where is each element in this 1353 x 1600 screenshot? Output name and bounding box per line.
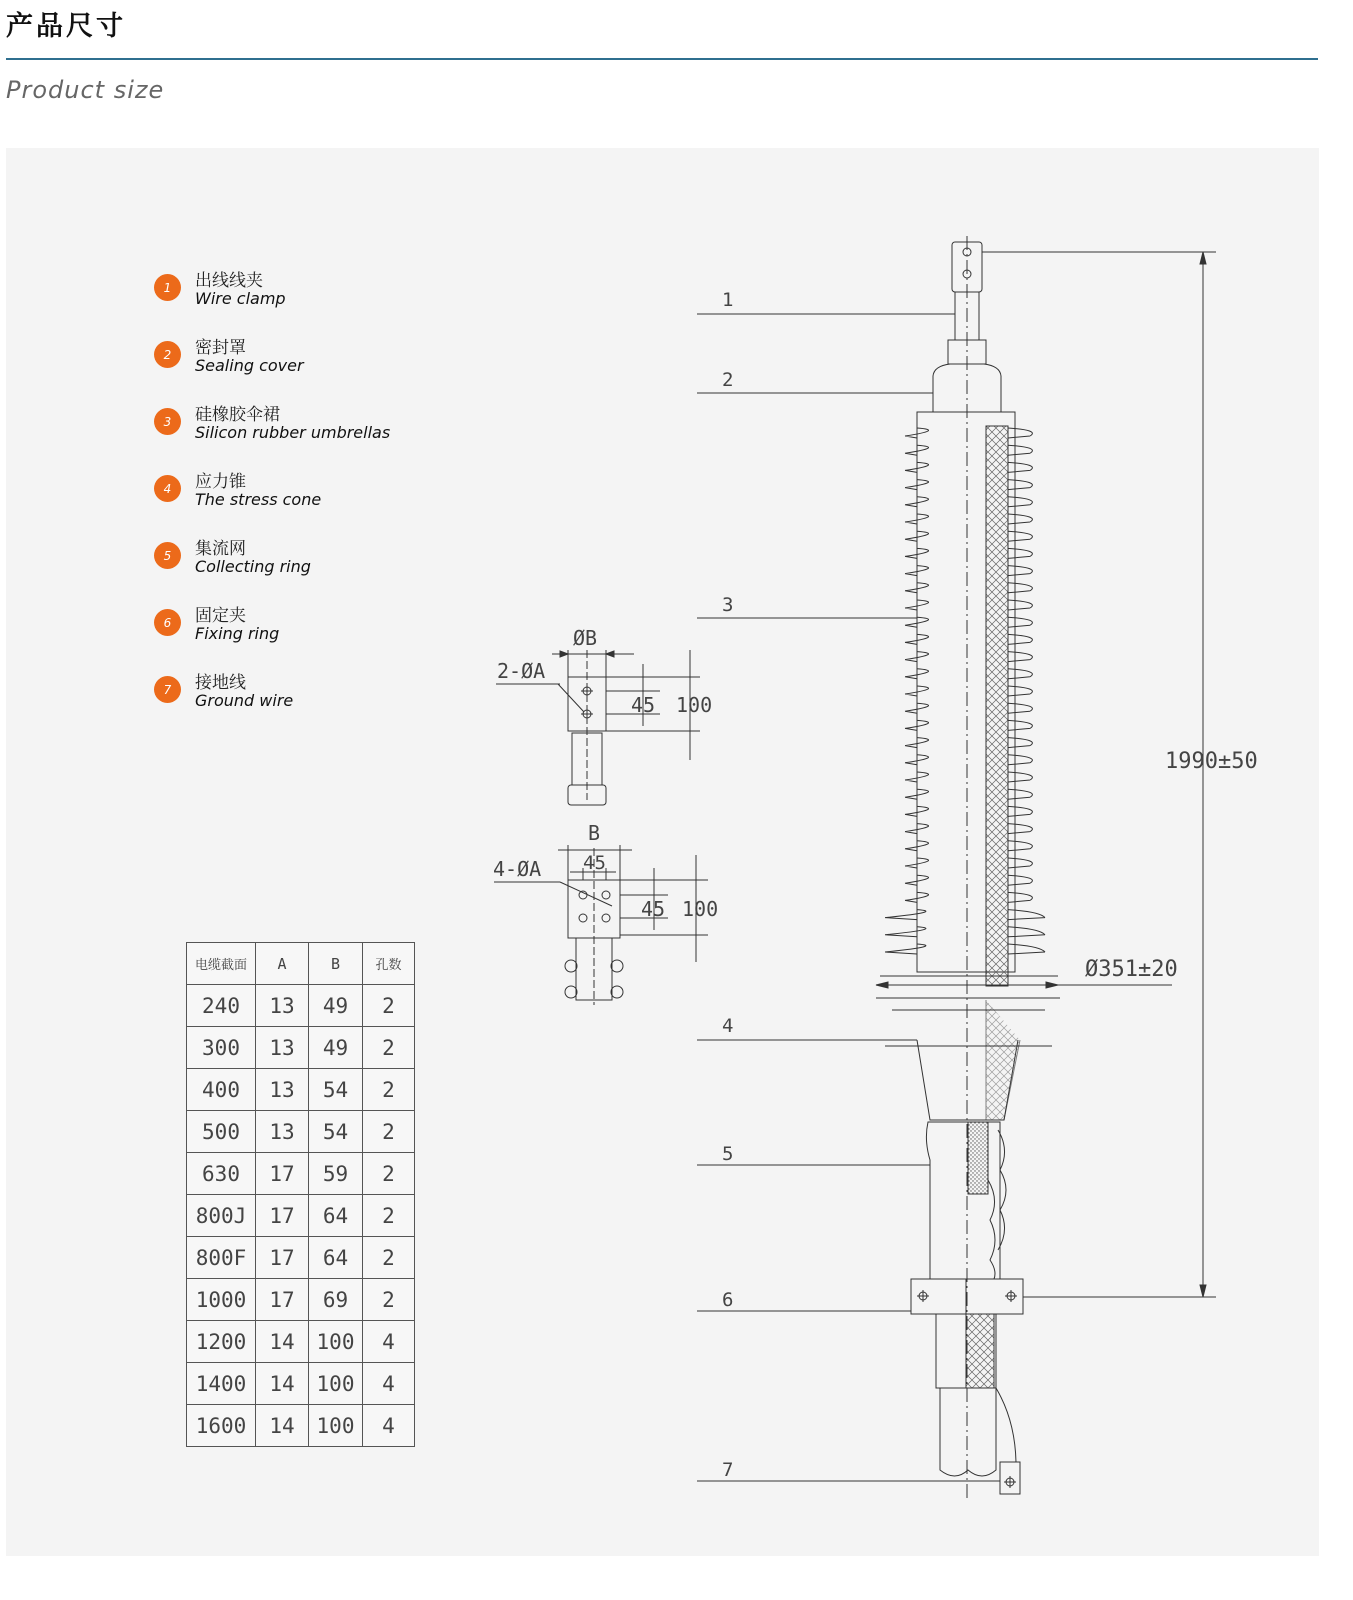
- table-cell: 2: [363, 1111, 415, 1153]
- umbrella-shed: [905, 583, 1032, 593]
- diameter-dimension: [876, 982, 1172, 988]
- table-cell: 13: [256, 1069, 309, 1111]
- table-cell: 59: [309, 1153, 363, 1195]
- umbrella-shed: [905, 462, 1032, 472]
- table-cell: 64: [309, 1237, 363, 1279]
- umbrella-shed: [905, 892, 1032, 902]
- table-cell: 54: [309, 1069, 363, 1111]
- table-cell: 17: [256, 1153, 309, 1195]
- clamp4-hole-label: 4-ØA: [493, 857, 542, 881]
- callout-2: 2: [722, 369, 734, 391]
- table-cell: 13: [256, 985, 309, 1027]
- table-cell: 14: [256, 1363, 309, 1405]
- table-cell: 1200: [187, 1321, 256, 1363]
- table-cell: 54: [309, 1111, 363, 1153]
- table-cell: 1000: [187, 1279, 256, 1321]
- table-header-cell: 孔数: [363, 943, 415, 985]
- umbrella-shed: [905, 548, 1032, 558]
- height-dimension-label: 1990±50: [1165, 749, 1258, 774]
- umbrella-shed: [905, 634, 1032, 644]
- clamp4-dim-top: 45: [583, 852, 606, 874]
- callout-6: 6: [722, 1289, 734, 1311]
- clamp2-hole-label: 2-ØA: [497, 659, 546, 683]
- table-header-cell: A: [256, 943, 309, 985]
- umbrella-shed: [905, 669, 1032, 679]
- table-cell: 2: [363, 1279, 415, 1321]
- umbrella-shed: [905, 789, 1032, 799]
- umbrella-shed: [905, 686, 1032, 696]
- table-cell: 100: [309, 1321, 363, 1363]
- table-cell: 13: [256, 1027, 309, 1069]
- callout-1: 1: [722, 289, 734, 311]
- umbrella-shed: [905, 824, 1032, 834]
- termination-body: [876, 236, 1060, 1500]
- table-cell: 17: [256, 1195, 309, 1237]
- umbrella-shed: [905, 720, 1032, 730]
- legend-label-en: Wire clamp: [195, 289, 286, 308]
- table-cell: 17: [256, 1279, 309, 1321]
- silicone-umbrella-sheds: [885, 428, 1045, 954]
- table-cell: 500: [187, 1111, 256, 1153]
- umbrella-shed: [885, 927, 1045, 937]
- clamp2-dim-large: 100: [676, 693, 713, 717]
- umbrella-shed: [905, 755, 1032, 765]
- table-cell: 2: [363, 1027, 415, 1069]
- table-cell: 100: [309, 1363, 363, 1405]
- table-header-cell: B: [309, 943, 363, 985]
- table-cell: 4: [363, 1405, 415, 1447]
- table-cell: 630: [187, 1153, 256, 1195]
- table-cell: 69: [309, 1279, 363, 1321]
- table-cell: 14: [256, 1405, 309, 1447]
- table-cell: 800J: [187, 1195, 256, 1237]
- legend-number-badge: 6: [154, 609, 181, 636]
- legend-label-cn: 出线线夹: [195, 271, 263, 291]
- table-cell: 4: [363, 1363, 415, 1405]
- clamp2-dim-small: 45: [631, 693, 656, 717]
- height-dimension: [982, 252, 1216, 1297]
- umbrella-shed: [905, 772, 1032, 782]
- umbrella-shed: [905, 617, 1032, 627]
- callout-7: 7: [722, 1459, 734, 1481]
- clamp4-dim-large: 100: [682, 897, 719, 921]
- clamp4-width-label: B: [588, 821, 601, 845]
- legend-label-en: Fixing ring: [195, 624, 280, 643]
- umbrella-shed: [905, 858, 1032, 868]
- umbrella-shed: [885, 910, 1045, 920]
- callout-5: 5: [722, 1143, 734, 1165]
- legend-number-badge: 4: [154, 475, 181, 502]
- table-cell: 2: [363, 985, 415, 1027]
- umbrella-shed: [905, 566, 1032, 576]
- table-cell: 1600: [187, 1405, 256, 1447]
- legend-label-cn: 集流网: [195, 539, 246, 559]
- umbrella-shed: [905, 600, 1032, 610]
- legend-number-badge: 5: [154, 542, 181, 569]
- umbrella-shed: [905, 875, 1032, 885]
- legend-label-en: Silicon rubber umbrellas: [195, 423, 391, 442]
- legend-label-cn: 固定夹: [195, 606, 246, 626]
- diameter-dimension-label: Ø351±20: [1085, 957, 1178, 982]
- legend-label-cn: 密封罩: [195, 338, 246, 358]
- table-cell: 13: [256, 1111, 309, 1153]
- table-cell: 64: [309, 1195, 363, 1237]
- table-cell: 2: [363, 1195, 415, 1237]
- legend-label-cn: 应力锥: [195, 472, 246, 492]
- table-cell: 1400: [187, 1363, 256, 1405]
- table-cell: 100: [309, 1405, 363, 1447]
- table-cell: 240: [187, 985, 256, 1027]
- table-cell: 49: [309, 1027, 363, 1069]
- umbrella-shed: [905, 428, 1032, 438]
- legend-number-badge: 3: [154, 408, 181, 435]
- umbrella-shed: [905, 497, 1032, 507]
- legend-number-badge: 2: [154, 341, 181, 368]
- umbrella-shed: [905, 841, 1032, 851]
- umbrella-shed: [905, 652, 1032, 662]
- clamp2-width-label: ØB: [573, 626, 598, 650]
- clamp4-dim-small: 45: [641, 897, 666, 921]
- table-cell: 400: [187, 1069, 256, 1111]
- page-title-en: Product size: [6, 76, 165, 104]
- table-cell: 49: [309, 985, 363, 1027]
- umbrella-shed: [905, 531, 1032, 541]
- umbrella-shed: [905, 703, 1032, 713]
- umbrella-shed: [905, 738, 1032, 748]
- table-cell: 4: [363, 1321, 415, 1363]
- legend-label-cn: 接地线: [195, 673, 246, 693]
- legend-label-en: The stress cone: [195, 490, 322, 509]
- umbrella-shed: [905, 806, 1032, 816]
- umbrella-shed: [905, 514, 1032, 524]
- table-cell: 17: [256, 1237, 309, 1279]
- legend-label-en: Ground wire: [195, 691, 294, 710]
- table-header-cell: 电缆截面: [187, 943, 256, 985]
- table-cell: 2: [363, 1153, 415, 1195]
- callout-4: 4: [722, 1015, 734, 1037]
- umbrella-shed: [905, 445, 1032, 455]
- legend-label-cn: 硅橡胶伞裙: [195, 405, 280, 425]
- table-cell: 2: [363, 1237, 415, 1279]
- umbrella-shed: [905, 480, 1032, 490]
- umbrella-shed: [885, 944, 1045, 954]
- legend-label-en: Collecting ring: [195, 557, 311, 576]
- legend-label-en: Sealing cover: [195, 356, 304, 375]
- table-cell: 800F: [187, 1237, 256, 1279]
- legend-number-badge: 7: [154, 676, 181, 703]
- table-cell: 2: [363, 1069, 415, 1111]
- legend-number-badge: 1: [154, 274, 181, 301]
- table-cell: 14: [256, 1321, 309, 1363]
- callout-3: 3: [722, 594, 734, 616]
- table-cell: 300: [187, 1027, 256, 1069]
- page-title-cn: 产品尺寸: [6, 11, 126, 42]
